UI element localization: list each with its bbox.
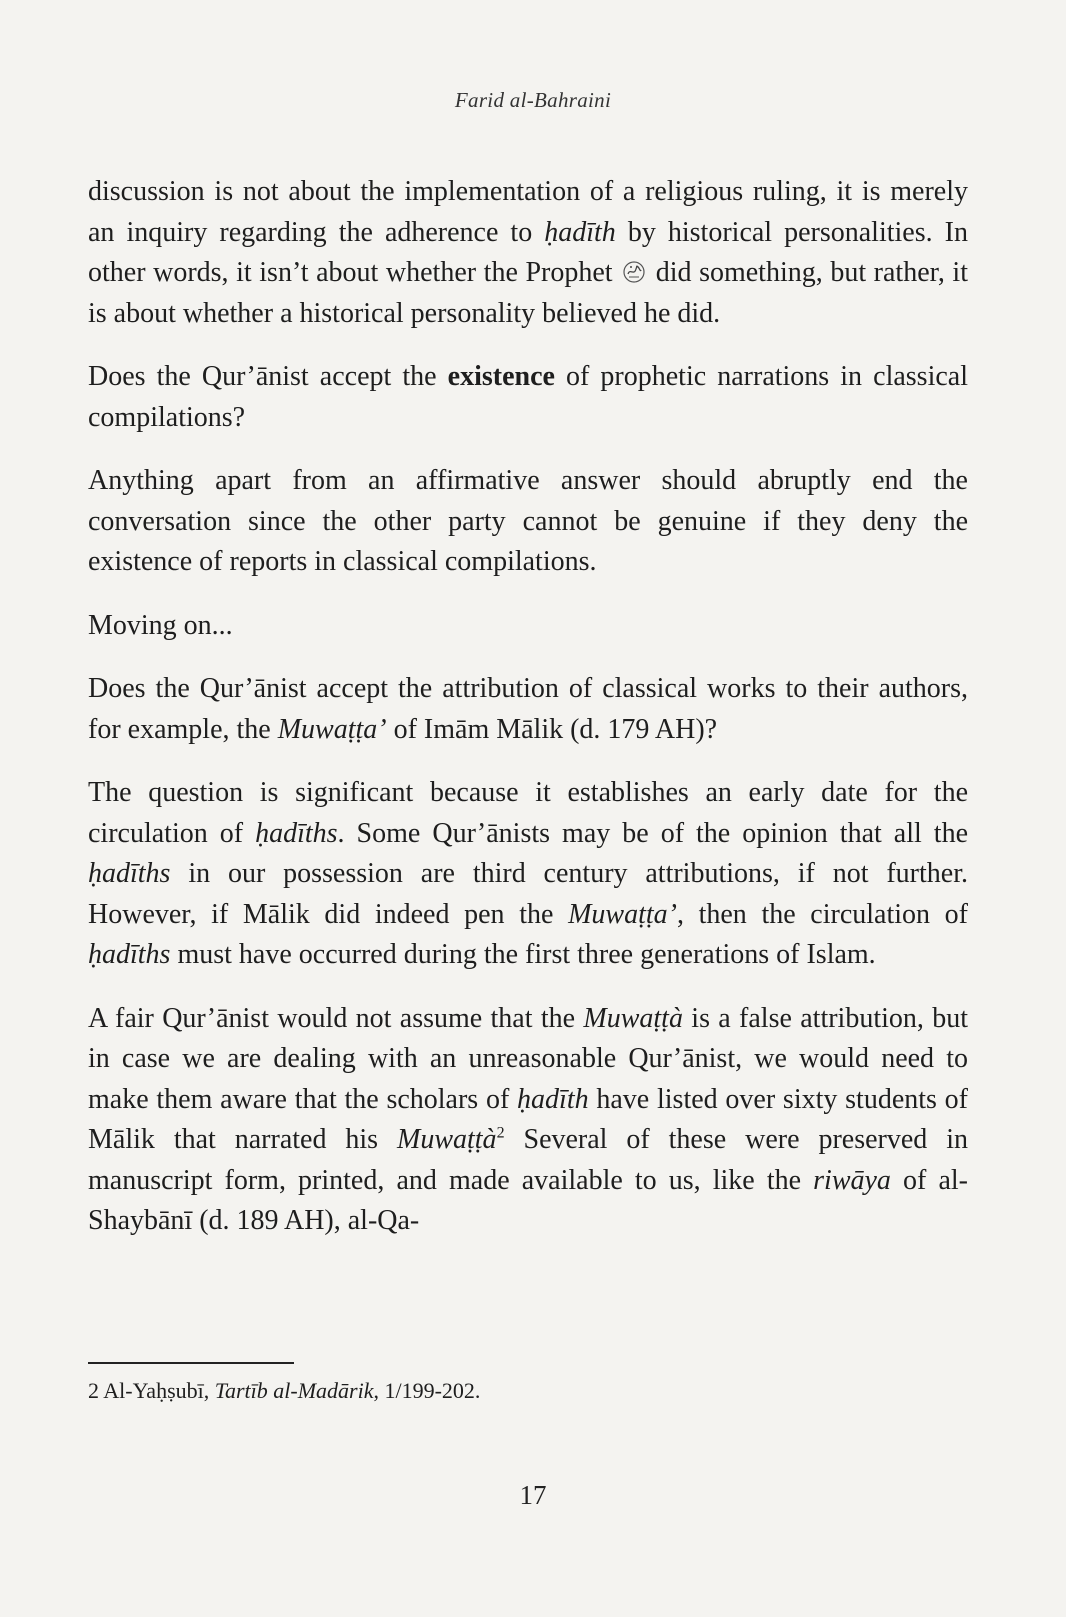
page-number: 17 bbox=[519, 1480, 547, 1510]
text-run: must have occurred during the first three generations of Islam. bbox=[170, 939, 876, 970]
text-run: discussion is not about the implementation of a religious ruling, it is merely an inquiry regarding the adherence to bbox=[88, 176, 968, 248]
footnote-2 bbox=[88, 1377, 480, 1405]
text-run: Does the Qur’ānist accept the attribution of classical works to their authors, for example, the bbox=[88, 673, 968, 745]
text-run: of al-Shaybānī (d. 189 AH), al-Qa- bbox=[88, 1164, 968, 1236]
text-run: Several of these were preserved in manuscript form, printed, and made available to us, like the bbox=[88, 1124, 968, 1196]
italic-term: ḥadīth bbox=[517, 1083, 589, 1115]
text-run: Does the Qur’ānist accept the bbox=[88, 361, 448, 392]
text-run: . Some Qur’ānists may be of the opinion that all the bbox=[337, 817, 968, 849]
footnote-divider bbox=[88, 1362, 294, 1364]
salawat-glyph-icon bbox=[622, 260, 646, 284]
text-run: in our possession are third century attributions, if not further. However, if Mālik did indeed pen the bbox=[88, 858, 968, 930]
paragraph-1 bbox=[88, 172, 968, 334]
text-run: is a false attribution, but in case we are dealing with an unreasonable Qur’ānist, we would need to make them aware that the scholars of bbox=[88, 1002, 968, 1115]
text-run: A fair Qur’ānist would not assume that the bbox=[88, 1002, 584, 1034]
paragraph-7 bbox=[88, 999, 968, 1242]
paragraph-5 bbox=[88, 669, 968, 750]
running-head: Farid al-Bahraini bbox=[454, 88, 612, 112]
text-run: The question is significant because it establishes an early date for the circulation of bbox=[88, 777, 968, 849]
italic-title: Muwaṭṭà bbox=[583, 1002, 683, 1034]
footnote-text: 2 Al-Yaḥṣubī, bbox=[88, 1378, 215, 1403]
footnote-title: Tartīb al-Madārik bbox=[214, 1378, 374, 1403]
italic-term: ḥadīths bbox=[255, 817, 338, 849]
paragraph-6 bbox=[88, 773, 968, 976]
italic-term: ḥadīths bbox=[88, 939, 171, 970]
footnote-marker[interactable]: 2 bbox=[496, 1124, 505, 1142]
text-run: , then the circulation of bbox=[676, 898, 968, 930]
italic-title: Muwaṭṭà bbox=[397, 1124, 497, 1155]
italic-term: riwāya bbox=[813, 1164, 891, 1196]
text-run: of prophetic narrations in classical compilations? bbox=[88, 361, 968, 433]
text-run: of Imām Mālik (d. 179 AH)? bbox=[386, 713, 718, 745]
paragraph-3: Anything apart from an affirmative answer should abruptly end the conversation since the other party cannot be genuine if they deny the existence of reports in classical compilations. bbox=[88, 465, 968, 577]
italic-title: Muwaṭṭa’ bbox=[568, 898, 677, 930]
text-run: by historical personalities. In other words, it isn’t about whether the Prophet bbox=[88, 216, 968, 288]
paragraph-4: Moving on... bbox=[88, 609, 233, 641]
text-run: have listed over sixty students of Mālik that narrated his bbox=[88, 1083, 969, 1155]
paragraph-2 bbox=[88, 357, 968, 438]
italic-title: Muwaṭṭa’ bbox=[277, 713, 387, 745]
text-run: did something, but rather, it is about whether a historical personality believed he did. bbox=[88, 257, 968, 329]
main-text bbox=[88, 172, 968, 1265]
footnote-pages: , 1/199-202. bbox=[373, 1378, 481, 1403]
italic-term: ḥadīth bbox=[544, 216, 616, 248]
italic-term: ḥadīths bbox=[88, 858, 171, 889]
bold-term: existence bbox=[447, 361, 555, 392]
